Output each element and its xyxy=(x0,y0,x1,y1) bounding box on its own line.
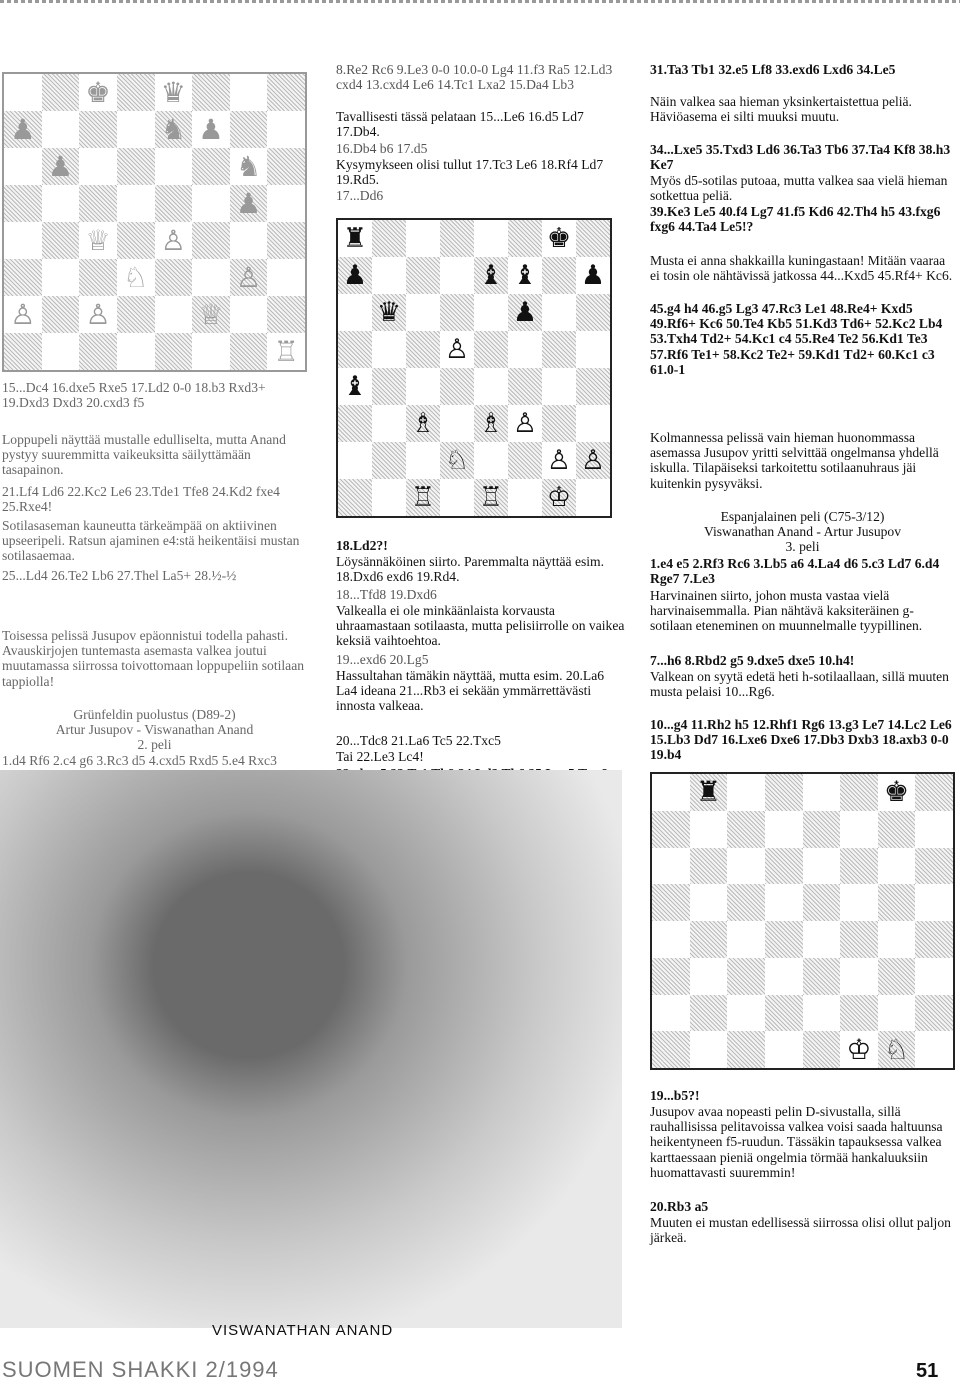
board-square-a6 xyxy=(4,148,42,185)
board-square-b6 xyxy=(690,848,728,885)
chess-piece: ♘ xyxy=(884,1032,910,1066)
chess-piece: ♖ xyxy=(273,334,299,368)
board-square-g1 xyxy=(230,333,268,370)
moves-text: 1.d4 Rf6 2.c4 g6 3.Rc3 d5 4.cxd5 Rxd5 5.e4 Rxc3 xyxy=(2,753,277,768)
board-square-d1 xyxy=(440,479,474,516)
board-square-a4 xyxy=(4,222,42,259)
board-square-a2 xyxy=(652,995,690,1032)
board-square-c1 xyxy=(406,479,440,516)
chess-piece: ♙ xyxy=(10,297,36,331)
board-square-g4 xyxy=(878,921,916,958)
board-square-d4 xyxy=(765,921,803,958)
board-square-d3 xyxy=(117,259,155,296)
board-square-d1 xyxy=(117,333,155,370)
board-square-b3 xyxy=(372,405,406,442)
board-square-a5 xyxy=(4,185,42,222)
chess-piece: ♟ xyxy=(580,260,606,291)
board-square-a3 xyxy=(4,259,42,296)
board-square-g8 xyxy=(230,74,268,111)
board-square-d7 xyxy=(117,111,155,148)
chess-piece: ♘ xyxy=(123,260,149,294)
board-square-h3 xyxy=(576,405,610,442)
board-square-h8 xyxy=(267,74,305,111)
board-square-d4 xyxy=(440,368,474,405)
board-square-g6 xyxy=(230,148,268,185)
board-square-e7 xyxy=(155,111,193,148)
chess-piece: ♖ xyxy=(478,482,504,513)
board-square-d3 xyxy=(765,958,803,995)
board-square-d7 xyxy=(765,811,803,848)
board-square-c1 xyxy=(79,333,117,370)
board-square-f4 xyxy=(840,921,878,958)
chess-piece: ♙ xyxy=(512,408,538,439)
board-square-c3 xyxy=(727,958,765,995)
board-square-d2 xyxy=(765,995,803,1032)
board-square-d2 xyxy=(117,296,155,333)
commentary-text: Tavallisesti tässä pelataan 15...Le6 16.d5 Ld7 17.Db4. xyxy=(336,109,584,140)
board-square-g7 xyxy=(878,811,916,848)
board-square-b7 xyxy=(42,111,80,148)
board-square-h8 xyxy=(915,774,953,811)
board-square-e4 xyxy=(155,222,193,259)
board-square-b5 xyxy=(690,884,728,921)
board-square-h1 xyxy=(267,333,305,370)
game-heading: Espanjalainen peli (C75-3/12) xyxy=(720,509,885,524)
chess-piece: ♞ xyxy=(236,149,262,183)
moves-text: 31.Ta3 Tb1 32.e5 Lf8 33.exd6 Lxd6 34.Le5 xyxy=(650,62,896,77)
board-square-c7 xyxy=(727,811,765,848)
board-square-c8 xyxy=(727,774,765,811)
board-square-c8 xyxy=(406,220,440,257)
chess-piece: ♚ xyxy=(884,775,910,809)
board-square-c5 xyxy=(727,884,765,921)
board-square-d8 xyxy=(440,220,474,257)
board-square-g5 xyxy=(230,185,268,222)
commentary-text: Toisessa pelissä Jusupov epäonnistui todella pahasti. Avauskirjojen tuntemasta asemasta valkea joutui muutamassa siirrossa toivottomaan loppupeliin sotilaan tappiolla! xyxy=(2,628,305,689)
board-square-e2 xyxy=(803,995,841,1032)
board-square-e3 xyxy=(155,259,193,296)
chess-piece: ♙ xyxy=(160,223,186,257)
magazine-footer: SUOMEN SHAKKI 2/1994 xyxy=(2,1357,279,1382)
moves-text: 10...g4 11.Rh2 h5 12.Rhf1 Rg6 13.g3 Le7 14.Lc2 Le6 15.Lb3 Dd7 16.Lxe6 Dxe6 17.Db3 Dxb3 18.axb3 0-0 19.b4 xyxy=(650,717,952,763)
chess-piece: ♖ xyxy=(410,482,436,513)
moves-text: 20...Tdc8 21.La6 Tc5 22.Txc5 xyxy=(336,733,501,748)
chess-piece: ♙ xyxy=(85,297,111,331)
board-square-c1 xyxy=(727,1031,765,1068)
board-square-b2 xyxy=(372,442,406,479)
moves-text: 18...Tfd8 19.Dxd6 xyxy=(336,587,437,602)
chess-piece: ♗ xyxy=(410,408,436,439)
board-square-e8 xyxy=(474,220,508,257)
board-square-g5 xyxy=(542,331,576,368)
board-square-f2 xyxy=(508,442,542,479)
moves-text: 1.e4 e5 2.Rf3 Rc6 3.Lb5 a6 4.La4 d6 5.c3 Ld7 6.d4 Rge7 7.Le3 xyxy=(650,556,940,587)
moves-text: 8.Re2 Rc6 9.Le3 0-0 10.0-0 Lg4 11.f3 Ra5 12.Ld3 cxd4 13.cxd4 Le6 14.Tc1 Lxa2 15.Da4 Lb3 xyxy=(336,62,613,93)
moves-text: 15...Dc4 16.dxe5 Rxe5 17.Ld2 0-0 18.b3 Rxd3+ 19.Dxd3 Dxd3 20.cxd3 f5 xyxy=(2,380,266,411)
chess-piece: ♟ xyxy=(10,112,36,146)
board-square-c7 xyxy=(79,111,117,148)
chess-piece: ♕ xyxy=(198,297,224,331)
chess-piece: ♞ xyxy=(160,112,186,146)
board-square-c6 xyxy=(79,148,117,185)
commentary-text: Sotilasaseman kauneutta tärkeämpää on aktiivinen upseeripeli. Ratsun ajaminen e4:stä heikentäisi mustan sotilasaemaa. xyxy=(2,518,300,564)
board-square-f5 xyxy=(508,331,542,368)
board-square-b8 xyxy=(372,220,406,257)
game-heading: Grünfeldin puolustus (D89-2) xyxy=(73,707,236,722)
chess-piece: ♘ xyxy=(444,445,470,476)
chess-piece: ♔ xyxy=(846,1032,872,1066)
board-square-a8 xyxy=(338,220,372,257)
board-square-a6 xyxy=(652,848,690,885)
board-square-g3 xyxy=(542,405,576,442)
board-square-h5 xyxy=(267,185,305,222)
board-square-c4 xyxy=(79,222,117,259)
board-square-e2 xyxy=(155,296,193,333)
chess-piece: ♙ xyxy=(236,260,262,294)
board-square-f3 xyxy=(508,405,542,442)
board-square-g4 xyxy=(230,222,268,259)
board-square-f8 xyxy=(840,774,878,811)
board-square-h6 xyxy=(576,294,610,331)
board-square-a8 xyxy=(652,774,690,811)
board-square-h2 xyxy=(576,442,610,479)
chess-piece: ♛ xyxy=(160,75,186,109)
board-square-b5 xyxy=(42,185,80,222)
board-square-f4 xyxy=(192,222,230,259)
board-square-e7 xyxy=(474,257,508,294)
moves-text: 21.Lf4 Ld6 22.Kc2 Le6 23.Tde1 Tfe8 24.Kd2 fxe4 25.Rxe4! xyxy=(2,484,280,515)
board-square-a7 xyxy=(652,811,690,848)
board-square-b3 xyxy=(690,958,728,995)
moves-text: 18.Ld2?! xyxy=(336,538,388,553)
board-square-g6 xyxy=(542,294,576,331)
board-square-b8 xyxy=(42,74,80,111)
board-square-f1 xyxy=(508,479,542,516)
board-square-d7 xyxy=(440,257,474,294)
chess-piece: ♟ xyxy=(198,112,224,146)
board-square-d8 xyxy=(765,774,803,811)
board-square-d4 xyxy=(117,222,155,259)
chess-piece: ♚ xyxy=(85,75,111,109)
commentary-text: Näin valkea saa hieman yksinkertaistettua peliä. Häviöasema ei silti muuksi muutu. xyxy=(650,94,912,125)
game-number: 2. peli xyxy=(137,737,172,752)
chess-diagram-3 xyxy=(650,772,955,1070)
board-square-d6 xyxy=(117,148,155,185)
board-square-h4 xyxy=(576,368,610,405)
board-square-g2 xyxy=(878,995,916,1032)
top-rule xyxy=(0,0,960,3)
board-square-a6 xyxy=(338,294,372,331)
board-square-h3 xyxy=(267,259,305,296)
board-square-b4 xyxy=(42,222,80,259)
commentary-text: Valkean on syytä edetä heti h-sotilaallaan, sillä muuten musta pelaisi 10...Rg6. xyxy=(650,669,949,700)
board-square-c3 xyxy=(406,405,440,442)
board-square-f7 xyxy=(192,111,230,148)
board-square-b4 xyxy=(690,921,728,958)
board-square-f6 xyxy=(508,294,542,331)
board-square-e1 xyxy=(155,333,193,370)
board-square-e5 xyxy=(803,884,841,921)
board-square-f7 xyxy=(840,811,878,848)
board-square-b5 xyxy=(372,331,406,368)
chess-piece: ♚ xyxy=(546,223,572,254)
board-square-d6 xyxy=(440,294,474,331)
board-square-a7 xyxy=(4,111,42,148)
board-square-f7 xyxy=(508,257,542,294)
board-square-g2 xyxy=(230,296,268,333)
board-square-h3 xyxy=(915,958,953,995)
board-square-c6 xyxy=(406,294,440,331)
board-square-h4 xyxy=(267,222,305,259)
board-square-b3 xyxy=(42,259,80,296)
board-square-d5 xyxy=(765,884,803,921)
portrait-photo xyxy=(0,770,622,1328)
board-square-a5 xyxy=(338,331,372,368)
board-square-e8 xyxy=(155,74,193,111)
board-square-b7 xyxy=(372,257,406,294)
board-square-f8 xyxy=(508,220,542,257)
board-square-g5 xyxy=(878,884,916,921)
board-square-g1 xyxy=(878,1031,916,1068)
chess-piece: ♟ xyxy=(47,149,73,183)
board-square-b2 xyxy=(690,995,728,1032)
commentary-text: Kolmannessa pelissä vain hieman huonommassa asemassa Jusupov yritti selvittää ongelmansa yhdellä iskulla. Tilapäiseksi tarkoitettu sotilaanuhraus jäi kuitenkin pysyväksi. xyxy=(650,430,939,491)
chess-piece: ♝ xyxy=(478,260,504,291)
board-square-a3 xyxy=(338,405,372,442)
board-square-b2 xyxy=(42,296,80,333)
moves-text: 39.Ke3 Le5 40.f4 Lg7 41.f5 Kd6 42.Th4 h5 43.fxg6 fxg6 44.Ta4 Le5!? xyxy=(650,204,941,235)
board-square-d1 xyxy=(765,1031,803,1068)
board-square-d3 xyxy=(440,405,474,442)
board-square-f6 xyxy=(840,848,878,885)
board-square-c4 xyxy=(727,921,765,958)
moves-text: 25...Ld4 26.Te2 Lb6 27.Thel La5+ 28.½-½ xyxy=(2,568,237,583)
board-square-c3 xyxy=(79,259,117,296)
board-square-h1 xyxy=(915,1031,953,1068)
board-square-g7 xyxy=(542,257,576,294)
board-square-e1 xyxy=(803,1031,841,1068)
page-number: 51 xyxy=(916,1360,939,1382)
board-square-h1 xyxy=(576,479,610,516)
board-square-f2 xyxy=(840,995,878,1032)
board-square-f5 xyxy=(192,185,230,222)
board-square-g7 xyxy=(230,111,268,148)
board-square-h2 xyxy=(267,296,305,333)
chess-piece: ♝ xyxy=(512,260,538,291)
chess-piece: ♟ xyxy=(512,297,538,328)
board-square-c5 xyxy=(406,331,440,368)
chess-diagram-1 xyxy=(2,72,307,372)
board-square-b8 xyxy=(690,774,728,811)
board-square-b1 xyxy=(42,333,80,370)
board-square-a3 xyxy=(652,958,690,995)
moves-text: 19...exd6 20.Lg5 xyxy=(336,652,429,667)
board-square-e3 xyxy=(474,405,508,442)
board-square-e4 xyxy=(474,368,508,405)
board-square-a4 xyxy=(338,368,372,405)
board-square-e5 xyxy=(474,331,508,368)
board-square-e1 xyxy=(474,479,508,516)
commentary-text: Musta ei anna shakkailla kuningastaan! Mitään vaaraa ei tosin ole nähtävissä jatkossa 44...Kxd5 45.Rf4+ Kc6. xyxy=(650,253,953,284)
moves-text: 19...b5?! xyxy=(650,1088,700,1103)
board-square-g8 xyxy=(878,774,916,811)
board-square-g2 xyxy=(542,442,576,479)
board-square-a1 xyxy=(652,1031,690,1068)
commentary-text: Tai 22.Le3 Lc4! xyxy=(336,749,424,764)
board-square-h7 xyxy=(915,811,953,848)
moves-text: 45.g4 h4 46.g5 Lg3 47.Rc3 Le1 48.Re4+ Kxd5 49.Rf6+ Kc6 50.Te4 Kb5 51.Kd3 Td6+ 52.Kc2 Lb4 53.Txh4 Td2+ 54.Kc1 c4 55.Re4 Te2 56.Kd1 Te3 57.Rf6 Te1+ 58.Kc2 Te2+ 59.Kd1 Td2+ 60.Kc1 c3 61.0-1 xyxy=(650,301,943,377)
board-square-a7 xyxy=(338,257,372,294)
board-square-c2 xyxy=(406,442,440,479)
commentary-text: Loppupeli näyttää mustalle edulliselta, mutta Anand pystyy suuremmitta vaikeuksitta säilyttämään tasapainon. xyxy=(2,432,286,478)
board-square-b6 xyxy=(372,294,406,331)
board-square-f5 xyxy=(840,884,878,921)
board-square-a8 xyxy=(4,74,42,111)
board-square-c5 xyxy=(79,185,117,222)
commentary-text: Hassultahan tämäkin näyttää, mutta esim. 20.La6 La4 ideana 21...Rb3 ei sekään ymmärrettävästi innosta valkeaa. xyxy=(336,668,605,714)
board-square-e5 xyxy=(155,185,193,222)
chess-piece: ♛ xyxy=(376,297,402,328)
board-square-d2 xyxy=(440,442,474,479)
board-square-c2 xyxy=(727,995,765,1032)
board-square-f8 xyxy=(192,74,230,111)
board-square-f3 xyxy=(840,958,878,995)
board-square-b1 xyxy=(690,1031,728,1068)
board-square-c7 xyxy=(406,257,440,294)
board-square-f4 xyxy=(508,368,542,405)
board-square-g1 xyxy=(542,479,576,516)
board-square-e6 xyxy=(474,294,508,331)
board-square-e4 xyxy=(803,921,841,958)
board-square-b6 xyxy=(42,148,80,185)
game-players: Artur Jusupov - Viswanathan Anand xyxy=(55,722,254,737)
board-square-d8 xyxy=(117,74,155,111)
board-square-c4 xyxy=(406,368,440,405)
game-players: Viswanathan Anand - Artur Jusupov xyxy=(703,524,902,539)
board-square-b1 xyxy=(372,479,406,516)
moves-text: 16.Db4 b6 17.d5 xyxy=(336,141,428,156)
chess-piece: ♗ xyxy=(478,408,504,439)
board-square-a2 xyxy=(4,296,42,333)
board-square-d5 xyxy=(117,185,155,222)
board-square-f1 xyxy=(840,1031,878,1068)
board-square-a4 xyxy=(652,921,690,958)
board-square-f1 xyxy=(192,333,230,370)
chess-piece: ♟ xyxy=(236,186,262,220)
board-square-c2 xyxy=(79,296,117,333)
board-square-e8 xyxy=(803,774,841,811)
board-square-a1 xyxy=(338,479,372,516)
board-square-f6 xyxy=(192,148,230,185)
game-number: 3. peli xyxy=(785,539,820,554)
chess-piece: ♙ xyxy=(444,334,470,365)
chess-piece: ♟ xyxy=(342,260,368,291)
board-square-g6 xyxy=(878,848,916,885)
board-square-f2 xyxy=(192,296,230,333)
board-square-g4 xyxy=(542,368,576,405)
commentary-text: Löysännäköinen siirto. Paremmalta näyttää esim. 18.Dxd6 exd6 19.Rd4. xyxy=(336,554,605,585)
board-square-d5 xyxy=(440,331,474,368)
board-square-c6 xyxy=(727,848,765,885)
chess-piece: ♝ xyxy=(342,371,368,402)
chess-piece: ♔ xyxy=(546,482,572,513)
board-square-e3 xyxy=(803,958,841,995)
chess-piece: ♙ xyxy=(580,445,606,476)
board-square-h5 xyxy=(915,884,953,921)
chess-piece: ♙ xyxy=(546,445,572,476)
chess-diagram-2 xyxy=(336,218,612,518)
board-square-e7 xyxy=(803,811,841,848)
commentary-text: Valkealla ei ole minkäänlaista korvausta uhraamastaan sotilaasta, mutta pelisiirrolle on vaikea keksiä vaihtoehtoa. xyxy=(336,603,625,649)
board-square-e6 xyxy=(155,148,193,185)
photo-caption: VISWANATHAN ANAND xyxy=(212,1322,394,1339)
board-square-a5 xyxy=(652,884,690,921)
board-square-h4 xyxy=(915,921,953,958)
chess-piece: ♕ xyxy=(85,223,111,257)
board-square-d6 xyxy=(765,848,803,885)
board-square-a1 xyxy=(4,333,42,370)
board-square-g8 xyxy=(542,220,576,257)
board-square-h5 xyxy=(576,331,610,368)
board-square-h2 xyxy=(915,995,953,1032)
board-square-h8 xyxy=(576,220,610,257)
board-square-h7 xyxy=(576,257,610,294)
moves-text: 17...Dd6 xyxy=(336,188,384,203)
board-square-h6 xyxy=(267,148,305,185)
commentary-text: Harvinainen siirto, johon musta vastaa vielä harvinaisemmalla. Pian nähtävä kaksiteräinen g-sotilaan eteneminen on muunnelmalle tyypillinen. xyxy=(650,588,923,634)
commentary-text: Kysymykseen olisi tullut 17.Tc3 Le6 18.Rf4 Ld7 19.Rd5. xyxy=(336,157,604,188)
chess-piece: ♜ xyxy=(695,775,721,809)
moves-text: 7...h6 8.Rbd2 g5 9.dxe5 dxe5 10.h4! xyxy=(650,653,855,668)
board-square-g3 xyxy=(878,958,916,995)
board-square-g3 xyxy=(230,259,268,296)
board-square-f3 xyxy=(192,259,230,296)
commentary-text: Jusupov avaa nopeasti pelin D-sivustalla, sillä rauhallisissa pelitavoissa valkea voisi saada haltuunsa heikentyneen f5-ruudun. Tässäkin tapauksessa valkea karttaessaan pieniä ongelmia törmää hankaluuksiin huomattavasti suuremmin! xyxy=(650,1104,943,1180)
board-square-b7 xyxy=(690,811,728,848)
board-square-h7 xyxy=(267,111,305,148)
moves-text: 20.Rb3 a5 xyxy=(650,1199,709,1214)
board-square-h6 xyxy=(915,848,953,885)
board-square-e2 xyxy=(474,442,508,479)
chess-piece: ♜ xyxy=(342,223,368,254)
board-square-b4 xyxy=(372,368,406,405)
moves-text: 34...Lxe5 35.Txd3 Ld6 36.Ta3 Tb6 37.Ta4 Kf8 38.h3 Ke7 xyxy=(650,142,951,173)
commentary-text: Myös d5-sotilas putoaa, mutta valkea saa vielä hieman sotkettua peliä. xyxy=(650,173,948,204)
board-square-c8 xyxy=(79,74,117,111)
board-square-a2 xyxy=(338,442,372,479)
board-square-e6 xyxy=(803,848,841,885)
commentary-text: Muuten ei mustan edellisessä siirrossa olisi ollut paljon järkeä. xyxy=(650,1215,951,1246)
